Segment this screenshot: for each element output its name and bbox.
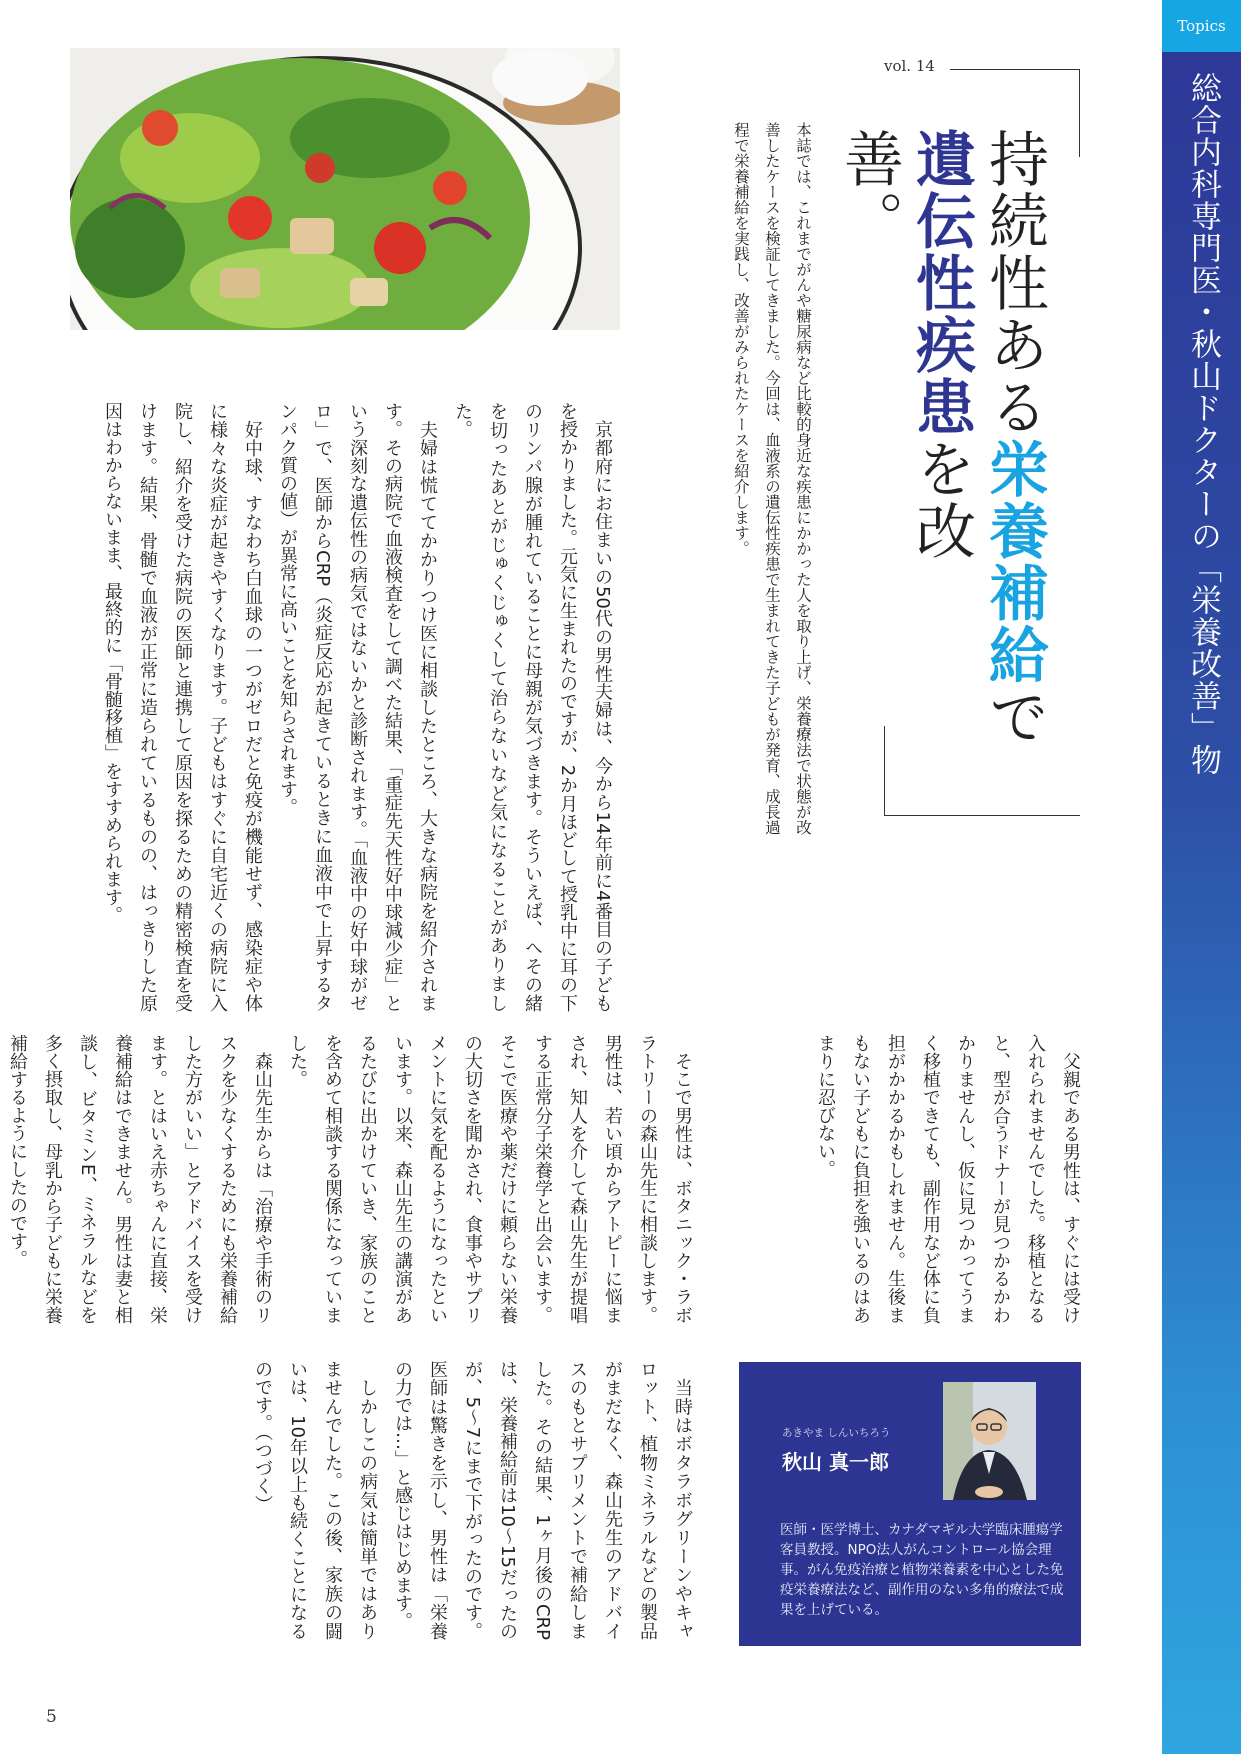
body-paragraph-8: しかしこの病気は簡単ではありませんでした。この後、家族の闘いは、10年以上も続くことになるのです。（つづく）: [252, 1360, 378, 1640]
author-bio: 医師・医学博士、カナダマギル大学臨床腫瘍学客員教授。NPO法人がんコントロール協会理事。がん免疫治療と植物栄養素を中心とした免疫栄養療法など、副作用のない多角的療法で成果を上げている。: [780, 1522, 1064, 1618]
headline-line-2: [834, 128, 977, 648]
body-paragraph-3: 好中球、すなわち白血球の一つがゼロだと免疫が機能せず、感染症や体に様々な炎症が起きやすくなります。子どもはすぐに自宅近くの病院に入院し、紹介を受けた病院の医師と連携して原因を探るための精密検査を受けます。結果、骨髄で血液が正常に造られているものの、はっきりした原因はわからないまま、最終的に「骨髄移植」をすすめられます。: [102, 402, 263, 1012]
headline-part3: で: [979, 686, 1049, 748]
headline-part1: 持続性ある: [979, 128, 1049, 438]
author-name: 秋山 真一郎: [782, 1450, 889, 1474]
article-body-lower-right: [700, 1034, 1088, 1324]
article-body-bottom: [60, 1360, 700, 1640]
lead-paragraph: 本誌では、これまでがんや糖尿病など比較的身近な疾患にかかった人を取り上げ、栄養療法で状態が改善したケースを検証してきました。今回は、血液系の遺伝性疾患で生まれてきた子どもが発育、成長過程で栄養補給を実践し、改善がみられたケースを紹介します。: [732, 122, 812, 835]
topics-tab[interactable]: Topics: [1162, 0, 1241, 52]
body-paragraph-7: 当時はボタラボグリーンやキャロット、植物ミネラルなどの製品がまだなく、森山先生のアドバイスのもとサプリメントで補給しました。その結果、1ヶ月後のCRPは、栄養補給前は10〜15だったのが、5〜7にまで下がったのです。医師は驚きを示し、男性は「栄養の力では…」と感じはじめます。: [392, 1360, 693, 1640]
article-body-lower-left: [7, 1034, 700, 1324]
author-photo: [943, 1382, 1036, 1500]
doctor-portrait-icon: [943, 1382, 1036, 1500]
headline-part5: を改善。: [834, 128, 976, 562]
article-body-upper: [60, 402, 620, 1012]
body-paragraph-1: 京都府にお住まいの50代の男性夫婦は、今から14年前に4番目の子どもを授かりました。元気に生まれたのですが、2か月ほどして授乳中に耳の下のリンパ腺が腫れていることに母親が気づきます。そういえば、へその緒を切ったあとがじゅくじゅくして治らないなど気になることがありました。: [452, 402, 613, 1012]
title-bracket-bottom: [884, 815, 1080, 816]
salad-bowl-photo-icon: [70, 48, 620, 330]
headline-highlight-nutrition: 栄養補給: [979, 438, 1049, 686]
body-paragraph-4: 父親である男性は、すぐには受け入れられませんでした。移植となると、型が合うドナーが見つかるかわかりませんし、仮に見つかってうまく移植できても、副作用など体に負担がかかるかもしれません。生後まもない子どもに負担を強いるのはあまりに忍びない。: [815, 1034, 1081, 1324]
series-title: 総合内科専門医・秋山ドクターの「栄養改善」物語: [1123, 72, 1221, 776]
title-bracket-bottom-side: [884, 726, 885, 816]
body-paragraph-5: そこで男性は、ボタニック・ラボラトリーの森山先生に相談します。男性は、若い頃からアトピーに悩まされ、知人を介して森山先生が提唱する正常分子栄養学と出会います。そこで医療や薬だけに頼らない栄養の大切さを聞かされ、食事やサプリメントに気を配るようになったといいます。以来、森山先生の講演があるたびに出かけていき、家族のことを含めて相談する関係になっていました。: [287, 1034, 693, 1324]
body-paragraph-2: 夫婦は慌ててかかりつけ医に相談したところ、大きな病院を紹介されます。その病院で血液検査をして調べた結果、「重症先天性好中球減少症」という深刻な遺伝性の病気ではないかと診断されます。「血液中の好中球がゼロ」で、医師からCRP（炎症反応が起きているときに血液中で上昇するタンパク質の値）が異常に高いことを知らされます。: [277, 402, 438, 1012]
hero-salad-image: [70, 48, 620, 330]
volume-label: vol. 14: [884, 57, 935, 75]
headline-line-1: [978, 128, 1050, 768]
page-number: 5: [46, 1707, 57, 1727]
author-name-reading: あきやま しんいちろう: [782, 1427, 891, 1439]
body-paragraph-6: 森山先生からは「治療や手術のリスクを少なくするためにも栄養補給した方がいい」とアドバイスを受けます。とはいえ赤ちゃんに直接、栄養補給はできません。男性は妻と相談し、ビタミンE、ミネラルなどを多く摂取し、母乳から子どもに栄養補給するようにしたのです。: [7, 1034, 273, 1324]
title-bracket-top: [950, 69, 1080, 70]
title-bracket-top-side: [1079, 69, 1080, 157]
headline-highlight-disease: 遺伝性疾患: [906, 128, 976, 438]
